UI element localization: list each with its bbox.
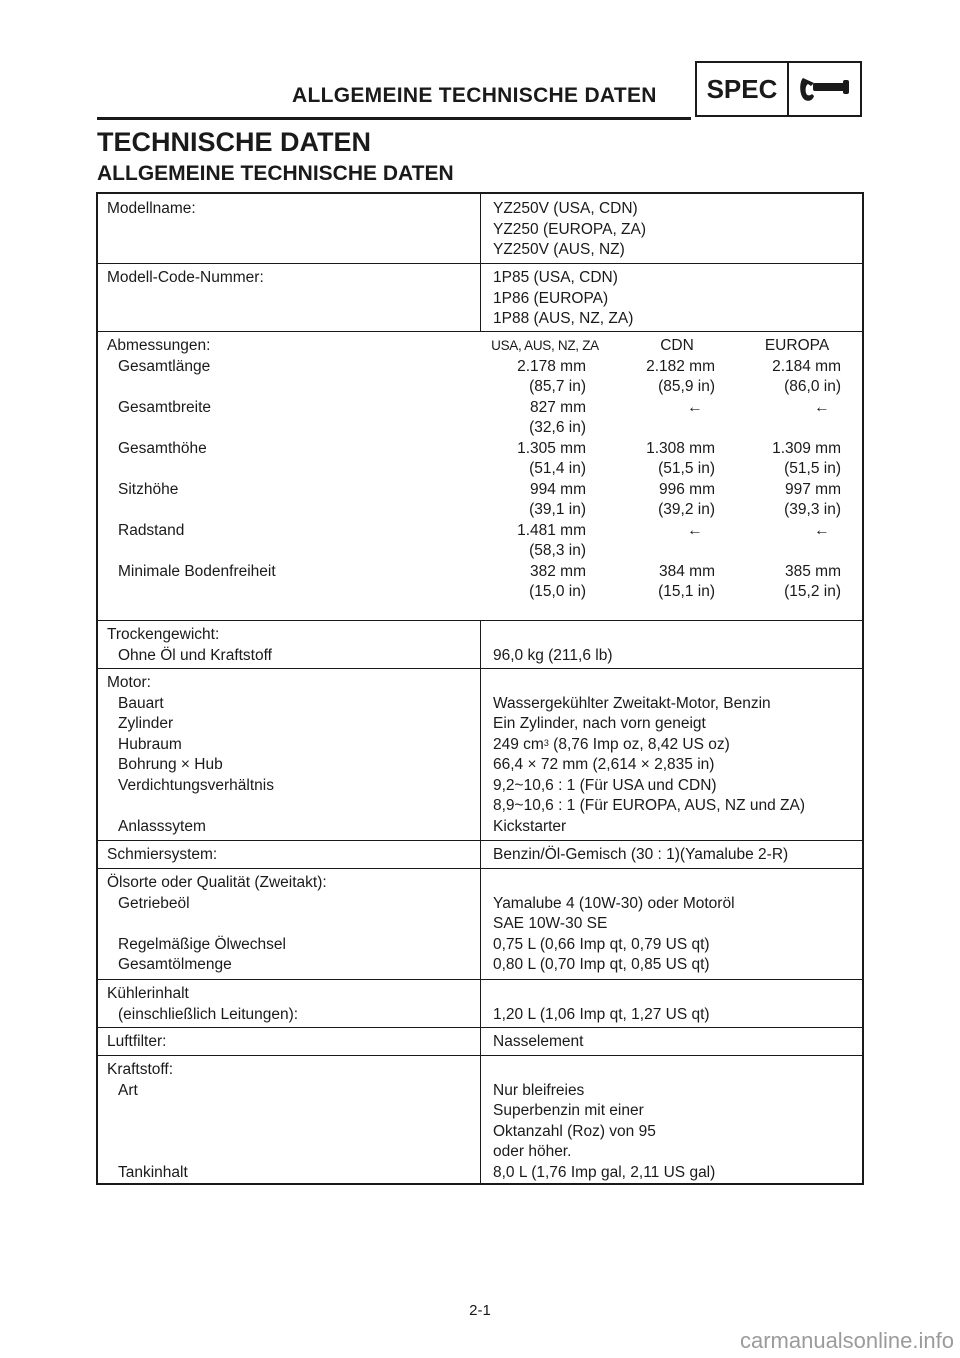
page-number: 2-1 bbox=[469, 1302, 491, 1319]
dim-value: ← bbox=[687, 521, 703, 539]
engine-comp-value: 9,2~10,6 : 1 (Für USA und CDN) bbox=[493, 776, 717, 794]
dim-value: (39,2 in) bbox=[658, 501, 715, 518]
dim-value: 384 mm bbox=[659, 562, 715, 580]
oil-change-value: 0,75 L (0,66 Imp qt, 0,79 US qt) bbox=[493, 935, 710, 953]
lube-label: Schmiersystem: bbox=[107, 846, 218, 863]
section-title: ALLGEMEINE TECHNISCHE DATEN bbox=[97, 162, 454, 185]
dim-value: 1.308 mm bbox=[646, 439, 715, 457]
engine-bore-label: Bohrung × Hub bbox=[118, 756, 223, 773]
dim-value: (51,5 in) bbox=[658, 460, 715, 477]
row-filter bbox=[98, 1027, 862, 1056]
code-label: Modell-Code-Nummer: bbox=[107, 269, 264, 286]
col-header-usa: USA, AUS, NZ, ZA bbox=[491, 338, 599, 353]
spec-label: SPEC bbox=[697, 63, 789, 115]
coolant-label: Kühlerinhalt bbox=[107, 985, 189, 1002]
dim-value: 1.481 mm bbox=[517, 521, 586, 539]
oil-gear-label: Getriebeöl bbox=[118, 894, 190, 912]
dim-label: Gesamtlänge bbox=[118, 357, 211, 375]
dim-value: 994 mm bbox=[530, 480, 586, 498]
dim-value: ← bbox=[814, 521, 830, 539]
engine-start-value: Kickstarter bbox=[493, 817, 567, 835]
weight-sublabel: Ohne Öl und Kraftstoff bbox=[118, 646, 272, 664]
code-value: 1P88 (AUS, NZ, ZA) bbox=[493, 310, 634, 327]
fuel-type-value: oder höher. bbox=[493, 1143, 572, 1160]
dim-value: 827 mm bbox=[530, 398, 586, 416]
engine-comp-label: Verdichtungsverhältnis bbox=[118, 776, 274, 794]
dim-value: 2.182 mm bbox=[646, 357, 715, 375]
dim-value: (39,3 in) bbox=[784, 501, 841, 518]
coolant-value: 1,20 L (1,06 Imp qt, 1,27 US qt) bbox=[493, 1005, 710, 1023]
coolant-sublabel: (einschließlich Leitungen): bbox=[118, 1005, 299, 1023]
engine-type-label: Bauart bbox=[118, 694, 164, 712]
engine-disp-label: Hubraum bbox=[118, 735, 182, 753]
engine-type-value: Wassergekühlter Zweitakt-Motor, Benzin bbox=[493, 694, 771, 712]
wrench-icon bbox=[789, 63, 860, 115]
oil-gear-value: SAE 10W-30 SE bbox=[493, 915, 608, 932]
oil-label: Ölsorte oder Qualität (Zweitakt): bbox=[107, 874, 327, 891]
weight-value: 96,0 kg (211,6 lb) bbox=[493, 646, 613, 664]
row-oil bbox=[98, 868, 862, 980]
row-dimensions bbox=[98, 331, 862, 621]
oil-total-value: 0,80 L (0,70 Imp qt, 0,85 US qt) bbox=[493, 956, 710, 973]
model-value: YZ250 (EUROPA, ZA) bbox=[493, 220, 647, 238]
fuel-tank-label: Tankinhalt bbox=[118, 1163, 188, 1181]
dim-value: 385 mm bbox=[785, 562, 841, 580]
dim-value: 996 mm bbox=[659, 480, 715, 498]
dim-value: (15,2 in) bbox=[784, 583, 841, 600]
dim-value: 382 mm bbox=[530, 562, 586, 580]
fuel-tank-value: 8,0 L (1,76 Imp gal, 2,11 US gal) bbox=[493, 1163, 716, 1181]
engine-cyl-label: Zylinder bbox=[118, 715, 174, 732]
dim-value: 2.184 mm bbox=[772, 357, 841, 375]
row-fuel bbox=[98, 1055, 862, 1183]
fuel-type-value: Superbenzin mit einer bbox=[493, 1102, 644, 1119]
dim-value: 1.305 mm bbox=[517, 439, 586, 457]
model-label: Modellname: bbox=[107, 200, 196, 217]
dim-label: Minimale Bodenfreiheit bbox=[118, 562, 276, 580]
dim-value: (39,1 in) bbox=[529, 501, 586, 518]
dim-value: (85,9 in) bbox=[658, 378, 715, 395]
model-value: YZ250V (AUS, NZ) bbox=[493, 241, 625, 258]
engine-cyl-value: Ein Zylinder, nach vorn geneigt bbox=[493, 715, 706, 732]
watermark: carmanualsonline.info bbox=[739, 1328, 954, 1353]
spec-box bbox=[695, 61, 862, 117]
dim-value: (15,1 in) bbox=[658, 583, 715, 600]
header-rule bbox=[97, 117, 691, 120]
dim-value: (32,6 in) bbox=[529, 419, 586, 436]
fuel-type-label: Art bbox=[118, 1081, 138, 1099]
weight-label: Trockengewicht: bbox=[107, 626, 220, 643]
dim-value: (51,4 in) bbox=[529, 460, 586, 477]
oil-total-label: Gesamtölmenge bbox=[118, 956, 232, 973]
oil-gear-value: Yamalube 4 (10W-30) oder Motoröl bbox=[493, 894, 735, 912]
dim-value: (58,3 in) bbox=[529, 542, 586, 559]
engine-disp-value: 249 $cm^3$ (8,76 Imp oz, 8,42 US oz) bbox=[493, 735, 730, 753]
engine-bore-value: 66,4 × 72 mm (2,614 × 2,835 in) bbox=[493, 756, 715, 773]
dim-label: Gesamthöhe bbox=[118, 439, 207, 457]
filter-value: Nasselement bbox=[493, 1033, 584, 1050]
dim-label: Gesamtbreite bbox=[118, 398, 212, 416]
row-lube bbox=[98, 840, 862, 869]
code-value: 1P86 (EUROPA) bbox=[493, 289, 609, 307]
dim-value: (15,0 in) bbox=[529, 583, 586, 600]
engine-comp-value: 8,9~10,6 : 1 (Für EUROPA, AUS, NZ und ZA) bbox=[493, 797, 805, 814]
model-value: YZ250V (USA, CDN) bbox=[493, 200, 638, 217]
row-model bbox=[98, 194, 862, 264]
dim-label: Radstand bbox=[118, 521, 185, 539]
page-title: TECHNISCHE DATEN bbox=[97, 127, 372, 157]
row-code bbox=[98, 263, 862, 332]
dim-value: (85,7 in) bbox=[529, 378, 586, 395]
filter-label: Luftfilter: bbox=[107, 1033, 167, 1050]
row-weight bbox=[98, 620, 862, 669]
dim-value: ← bbox=[687, 398, 703, 416]
engine-label: Motor: bbox=[107, 674, 151, 691]
dimensions-label: Abmessungen: bbox=[107, 337, 211, 354]
row-coolant bbox=[98, 979, 862, 1028]
dim-value: 2.178 mm bbox=[517, 357, 586, 375]
dim-value: (51,5 in) bbox=[784, 460, 841, 477]
fuel-label: Kraftstoff: bbox=[107, 1061, 174, 1078]
col-header-cdn: CDN bbox=[660, 337, 694, 354]
spec-table bbox=[96, 192, 864, 1185]
row-engine bbox=[98, 668, 862, 841]
lube-value: Benzin/Öl-Gemisch (30 : 1)(Yamalube 2-R) bbox=[493, 846, 789, 863]
dim-value: 997 mm bbox=[785, 480, 841, 498]
fuel-type-value: Oktanzahl (Roz) von 95 bbox=[493, 1122, 656, 1140]
code-value: 1P85 (USA, CDN) bbox=[493, 269, 618, 286]
dim-value: (86,0 in) bbox=[784, 378, 841, 395]
dim-value: ← bbox=[814, 398, 830, 416]
dim-label: Sitzhöhe bbox=[118, 480, 179, 498]
header-title: ALLGEMEINE TECHNISCHE DATEN bbox=[292, 84, 657, 107]
engine-start-label: Anlasssytem bbox=[118, 817, 206, 835]
fuel-type-value: Nur bleifreies bbox=[493, 1081, 585, 1099]
dim-value: 1.309 mm bbox=[772, 439, 841, 457]
col-header-europa: EUROPA bbox=[764, 337, 830, 354]
oil-change-label: Regelmäßige Ölwechsel bbox=[118, 935, 286, 953]
